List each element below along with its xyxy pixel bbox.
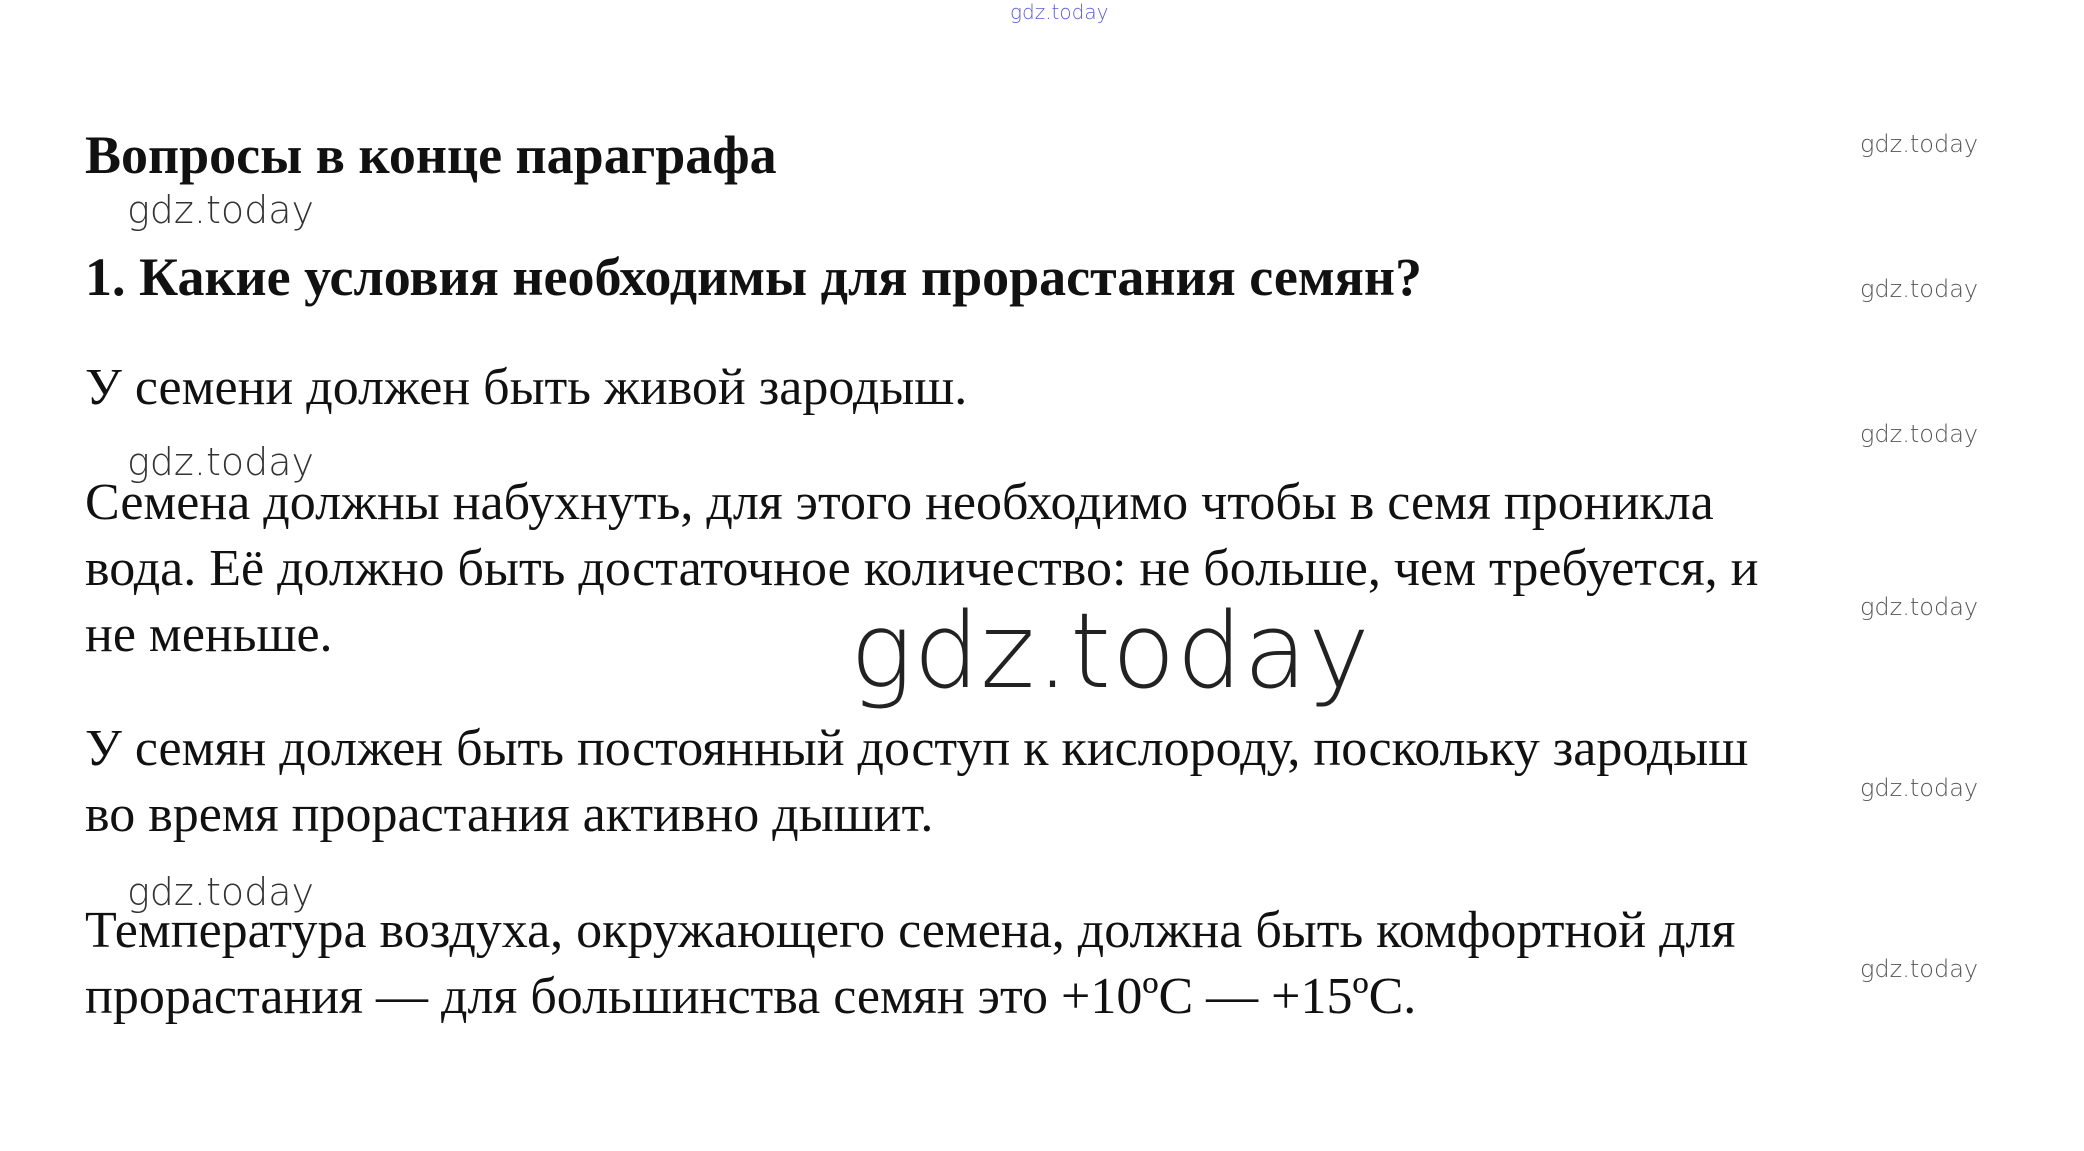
watermark-right-1: gdz.today [1860,130,1979,158]
answer-line-7: Температура воздуха, окружающего семена, должна быть комфортной для [85,902,1736,959]
watermark-right-5: gdz.today [1860,774,1979,802]
question-title: 1. Какие условия необходимы для прорастания семян? [85,247,1422,307]
answer-line-3: вода. Её должно быть достаточное количество: не больше, чем требуется, и [85,540,1759,597]
answer-line-2: Семена должны набухнуть, для этого необходимо чтобы в семя проникла [85,474,1714,531]
section-heading: Вопросы в конце параграфа [85,125,777,185]
answer-line-4: не меньше. [85,606,333,663]
answer-line-5: У семян должен быть постоянный доступ к кислороду, поскольку зародыш [85,720,1749,777]
watermark-right-2: gdz.today [1860,275,1979,303]
watermark-center: gdz.today [850,590,1371,712]
answer-line-1: У семени должен быть живой зародыш. [85,359,968,416]
watermark-right-4: gdz.today [1860,593,1979,621]
watermark-left-2: gdz.today [127,440,314,484]
watermark-top: gdz.today [1010,0,1109,24]
answer-line-8: прорастания — для большинства семян это +10ºС — +15ºС. [85,968,1417,1025]
watermark-left-1: gdz.today [127,188,314,232]
answer-line-6: во время прорастания активно дышит. [85,786,934,843]
watermark-left-3: gdz.today [127,870,314,914]
watermark-right-6: gdz.today [1860,955,1979,983]
watermark-right-3: gdz.today [1860,420,1979,448]
